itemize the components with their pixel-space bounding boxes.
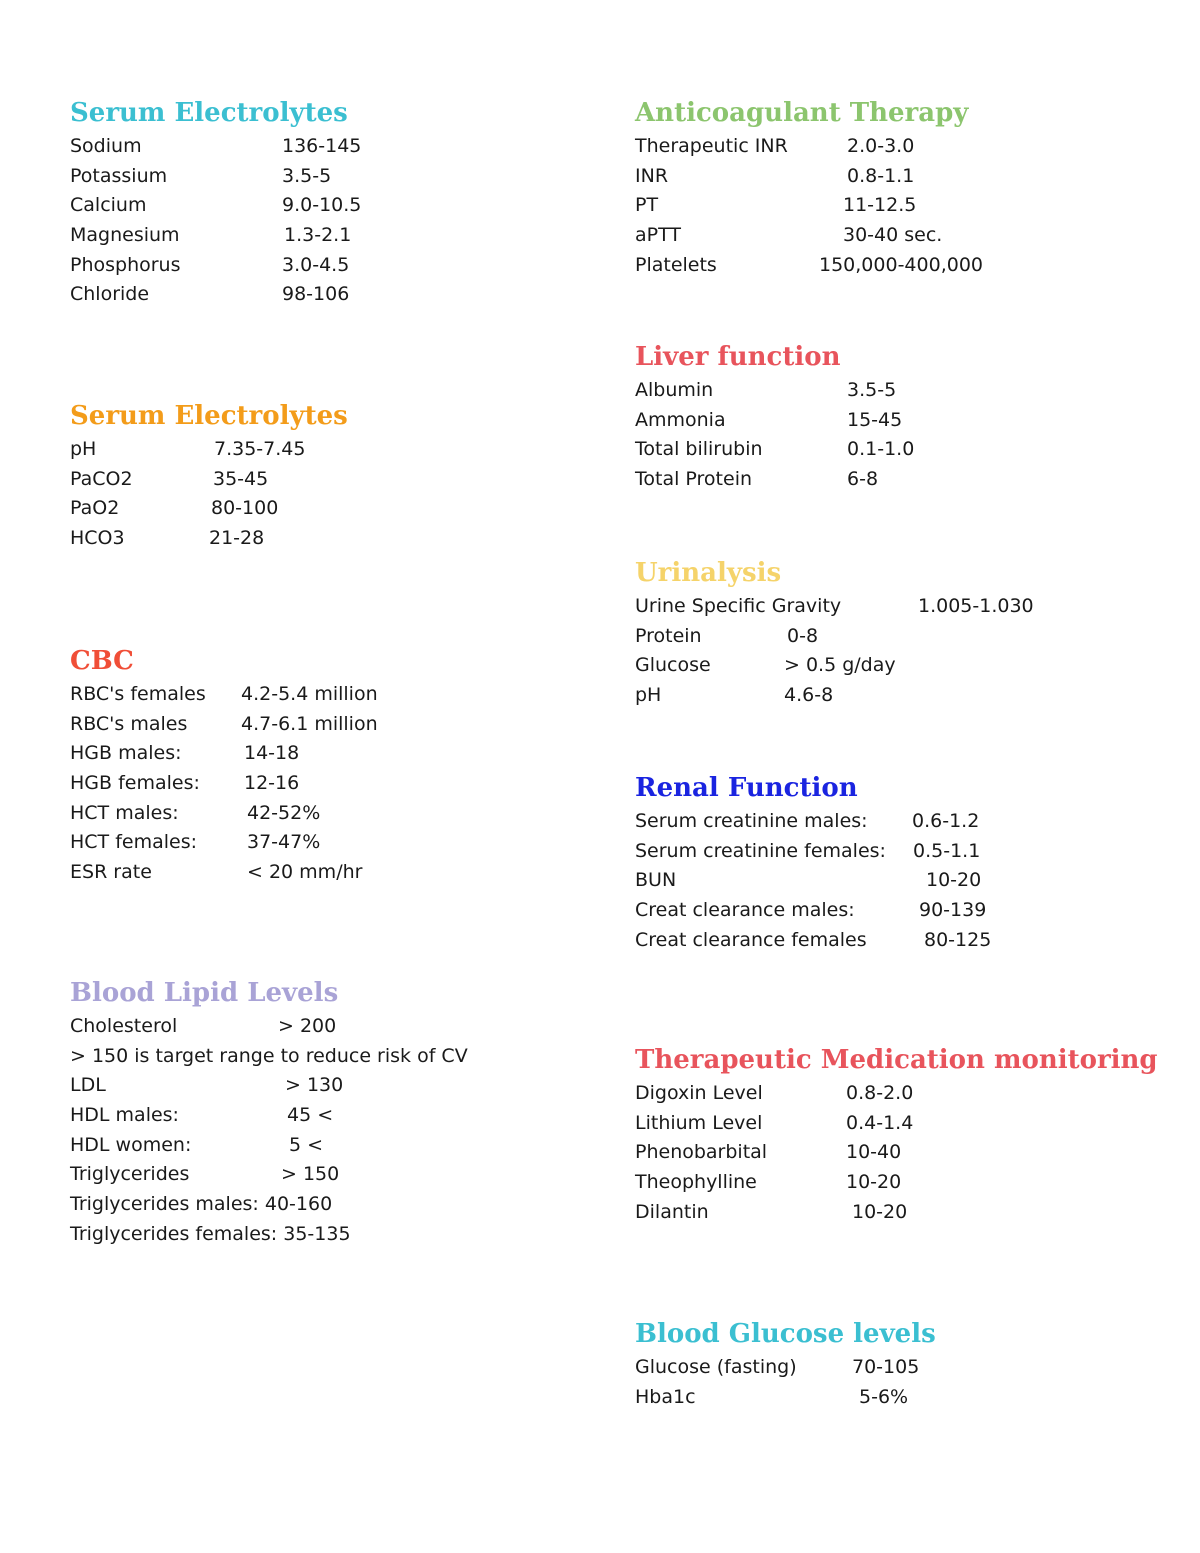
section-heading: CBC bbox=[70, 646, 134, 676]
table-row bbox=[70, 251, 348, 281]
row-value: 0.8-1.1 bbox=[847, 164, 915, 187]
table-row bbox=[70, 494, 348, 524]
row-value: 6-8 bbox=[847, 468, 879, 491]
table-row bbox=[70, 1160, 338, 1190]
row-label: LDL bbox=[70, 1074, 106, 1097]
row-label: pH bbox=[70, 438, 97, 460]
table-row bbox=[635, 866, 982, 896]
row-value: 5-6% bbox=[859, 1385, 909, 1408]
table-row bbox=[70, 524, 348, 554]
table-row bbox=[70, 1042, 468, 1072]
row-label: Total Protein bbox=[635, 468, 753, 491]
row-label: HGB females: bbox=[70, 772, 200, 795]
row-label: Potassium bbox=[70, 164, 168, 187]
row-label: Lithium Level bbox=[635, 1111, 763, 1134]
table-row bbox=[635, 1353, 936, 1383]
row-value: 1.005-1.030 bbox=[918, 595, 1034, 617]
table-row bbox=[70, 799, 321, 829]
table-row bbox=[70, 1131, 338, 1161]
row-value: 4.7-6.1 million bbox=[241, 712, 378, 735]
row-label: aPTT bbox=[635, 224, 681, 247]
section-heading: Renal Function bbox=[635, 773, 858, 803]
row-label: Phosphorus bbox=[70, 253, 181, 276]
row-value: 2.0-3.0 bbox=[847, 135, 915, 157]
section-serum-electrolytes bbox=[70, 96, 362, 310]
row-text: > 150 is target range to reduce risk of CV bbox=[70, 1044, 468, 1067]
row-value: 35-45 bbox=[213, 467, 269, 490]
section-heading: Therapeutic Medication monitoring bbox=[635, 1045, 1158, 1075]
row-value: 90-139 bbox=[919, 899, 987, 922]
row-text: Triglycerides females: 35-135 bbox=[70, 1222, 351, 1245]
row-value: < 20 mm/hr bbox=[247, 861, 363, 884]
row-label: Creat clearance females bbox=[635, 928, 867, 951]
row-value: 0.4-1.4 bbox=[846, 1111, 914, 1134]
row-label: Glucose bbox=[635, 654, 711, 677]
row-label: Magnesium bbox=[70, 224, 180, 247]
row-label: Calcium bbox=[70, 194, 147, 217]
row-label: Serum creatinine females: bbox=[635, 839, 886, 862]
table-row bbox=[70, 1220, 351, 1250]
section-heading: Anticoagulant Therapy bbox=[635, 98, 969, 128]
section-blood-glucose-levels bbox=[635, 1317, 936, 1412]
row-label: PaCO2 bbox=[70, 467, 133, 490]
row-label: Serum creatinine males: bbox=[635, 810, 868, 832]
row-label: Creat clearance males: bbox=[635, 899, 855, 922]
row-value: > 200 bbox=[278, 1015, 337, 1037]
row-value: 3.0-4.5 bbox=[282, 253, 350, 276]
table-row bbox=[635, 162, 968, 192]
table-row bbox=[635, 1383, 936, 1413]
row-value: 136-145 bbox=[282, 135, 362, 157]
table-row bbox=[635, 435, 915, 465]
row-value: 0.6-1.2 bbox=[912, 810, 980, 832]
table-row bbox=[635, 1079, 1158, 1109]
section-therapeutic-medication-monitoring bbox=[635, 1043, 1158, 1227]
table-row bbox=[635, 837, 981, 867]
row-label: Theophylline bbox=[635, 1171, 757, 1194]
row-label: BUN bbox=[635, 869, 677, 892]
row-label: Digoxin Level bbox=[635, 1082, 763, 1104]
table-row bbox=[635, 926, 992, 956]
row-value: 3.5-5 bbox=[282, 164, 332, 187]
table-row bbox=[635, 807, 980, 837]
row-value: 21-28 bbox=[209, 527, 265, 550]
row-label: Phenobarbital bbox=[635, 1141, 768, 1164]
table-row bbox=[70, 280, 348, 310]
row-label: pH bbox=[635, 684, 662, 707]
row-label: Total bilirubin bbox=[635, 438, 763, 461]
table-row bbox=[70, 1071, 344, 1101]
table-row bbox=[70, 435, 348, 465]
section-heading: Blood Lipid Levels bbox=[70, 978, 339, 1008]
row-label: Triglycerides bbox=[70, 1163, 190, 1186]
section-heading: Blood Glucose levels bbox=[635, 1319, 936, 1349]
table-row bbox=[70, 1012, 338, 1042]
table-row bbox=[635, 1198, 1158, 1228]
row-value: 0.1-1.0 bbox=[847, 438, 915, 461]
row-value: 150,000-400,000 bbox=[819, 253, 983, 276]
table-row bbox=[635, 191, 968, 221]
table-row bbox=[70, 191, 362, 221]
table-row bbox=[635, 1138, 1158, 1168]
table-row bbox=[70, 1101, 338, 1131]
row-label: RBC's males bbox=[70, 712, 188, 735]
section-blood-gases bbox=[70, 399, 348, 554]
row-value: 30-40 sec. bbox=[843, 224, 943, 247]
row-label: Glucose (fasting) bbox=[635, 1356, 797, 1378]
table-row bbox=[635, 681, 834, 711]
section-liver-function bbox=[635, 340, 915, 495]
table-row bbox=[70, 828, 321, 858]
section-heading: Urinalysis bbox=[635, 558, 782, 588]
row-value: 0.5-1.1 bbox=[913, 839, 981, 862]
row-value: 4.2-5.4 million bbox=[241, 683, 378, 705]
row-value: > 150 bbox=[281, 1163, 340, 1186]
row-value: 5 < bbox=[289, 1133, 324, 1156]
row-value: 10-20 bbox=[846, 1171, 902, 1194]
row-label: Platelets bbox=[635, 253, 717, 276]
row-value: 10-20 bbox=[852, 1200, 908, 1223]
row-label: PT bbox=[635, 194, 659, 217]
table-row bbox=[70, 680, 378, 710]
section-cbc bbox=[70, 644, 378, 888]
section-anticoagulant-therapy bbox=[635, 96, 983, 280]
table-row bbox=[635, 651, 896, 681]
table-row bbox=[635, 251, 983, 281]
row-label: Cholesterol bbox=[70, 1015, 178, 1037]
row-value: 10-20 bbox=[926, 869, 982, 892]
row-label: Urine Specific Gravity bbox=[635, 595, 842, 617]
row-label: PaO2 bbox=[70, 497, 120, 520]
table-row bbox=[635, 406, 903, 436]
row-value: 42-52% bbox=[247, 801, 321, 824]
row-label: Chloride bbox=[70, 283, 150, 306]
table-row bbox=[70, 465, 348, 495]
table-row bbox=[70, 769, 300, 799]
row-value: 10-40 bbox=[846, 1141, 902, 1164]
section-heading: Liver function bbox=[635, 342, 841, 372]
table-row bbox=[70, 1190, 338, 1220]
table-row bbox=[70, 162, 348, 192]
row-value: 0.8-2.0 bbox=[846, 1082, 914, 1104]
table-row bbox=[70, 739, 300, 769]
table-row bbox=[635, 896, 987, 926]
row-value: 80-125 bbox=[924, 928, 992, 951]
row-label: INR bbox=[635, 164, 669, 187]
row-value: 0-8 bbox=[787, 624, 819, 647]
row-value: > 0.5 g/day bbox=[784, 654, 896, 677]
row-value: 9.0-10.5 bbox=[282, 194, 362, 217]
row-value: 14-18 bbox=[244, 742, 300, 765]
row-label: Therapeutic INR bbox=[635, 135, 788, 157]
row-label: Sodium bbox=[70, 135, 142, 157]
row-label: Dilantin bbox=[635, 1200, 709, 1223]
table-row bbox=[635, 592, 1034, 622]
row-label: Ammonia bbox=[635, 408, 726, 431]
section-blood-lipid-levels bbox=[70, 976, 468, 1250]
row-label: HDL males: bbox=[70, 1104, 179, 1127]
row-label: HCT males: bbox=[70, 801, 179, 824]
table-row bbox=[635, 132, 968, 162]
row-value: > 130 bbox=[285, 1074, 344, 1097]
row-label: HCT females: bbox=[70, 831, 197, 854]
row-label: RBC's females bbox=[70, 683, 206, 705]
row-label: HDL women: bbox=[70, 1133, 192, 1156]
row-value: 11-12.5 bbox=[843, 194, 917, 217]
row-value: 12-16 bbox=[244, 772, 300, 795]
row-value: 3.5-5 bbox=[847, 379, 897, 401]
table-row bbox=[635, 1168, 1158, 1198]
section-renal-function bbox=[635, 771, 992, 955]
row-value: 70-105 bbox=[852, 1356, 920, 1378]
table-row bbox=[70, 858, 363, 888]
row-value: 7.35-7.45 bbox=[214, 438, 306, 460]
row-value: 4.6-8 bbox=[784, 684, 834, 707]
table-row bbox=[70, 221, 352, 251]
row-value: 15-45 bbox=[847, 408, 903, 431]
row-value: 98-106 bbox=[282, 283, 350, 306]
table-row bbox=[635, 1109, 1158, 1139]
table-row bbox=[635, 221, 968, 251]
row-label: ESR rate bbox=[70, 861, 152, 884]
section-urinalysis bbox=[635, 556, 1034, 711]
table-row bbox=[635, 465, 879, 495]
row-label: HGB males: bbox=[70, 742, 182, 765]
row-value: 1.3-2.1 bbox=[284, 224, 352, 247]
row-value: 80-100 bbox=[211, 497, 279, 520]
row-text: Triglycerides males: 40-160 bbox=[70, 1193, 333, 1216]
row-label: Albumin bbox=[635, 379, 714, 401]
row-label: Hba1c bbox=[635, 1385, 696, 1408]
table-row bbox=[635, 622, 819, 652]
row-label: Protein bbox=[635, 624, 702, 647]
section-heading: Serum Electrolytes bbox=[70, 401, 348, 431]
row-value: 37-47% bbox=[247, 831, 321, 854]
table-row bbox=[635, 376, 897, 406]
row-value: 45 < bbox=[287, 1104, 334, 1127]
table-row bbox=[70, 132, 362, 162]
section-heading: Serum Electrolytes bbox=[70, 98, 348, 128]
table-row bbox=[70, 710, 378, 740]
row-label: HCO3 bbox=[70, 527, 125, 550]
